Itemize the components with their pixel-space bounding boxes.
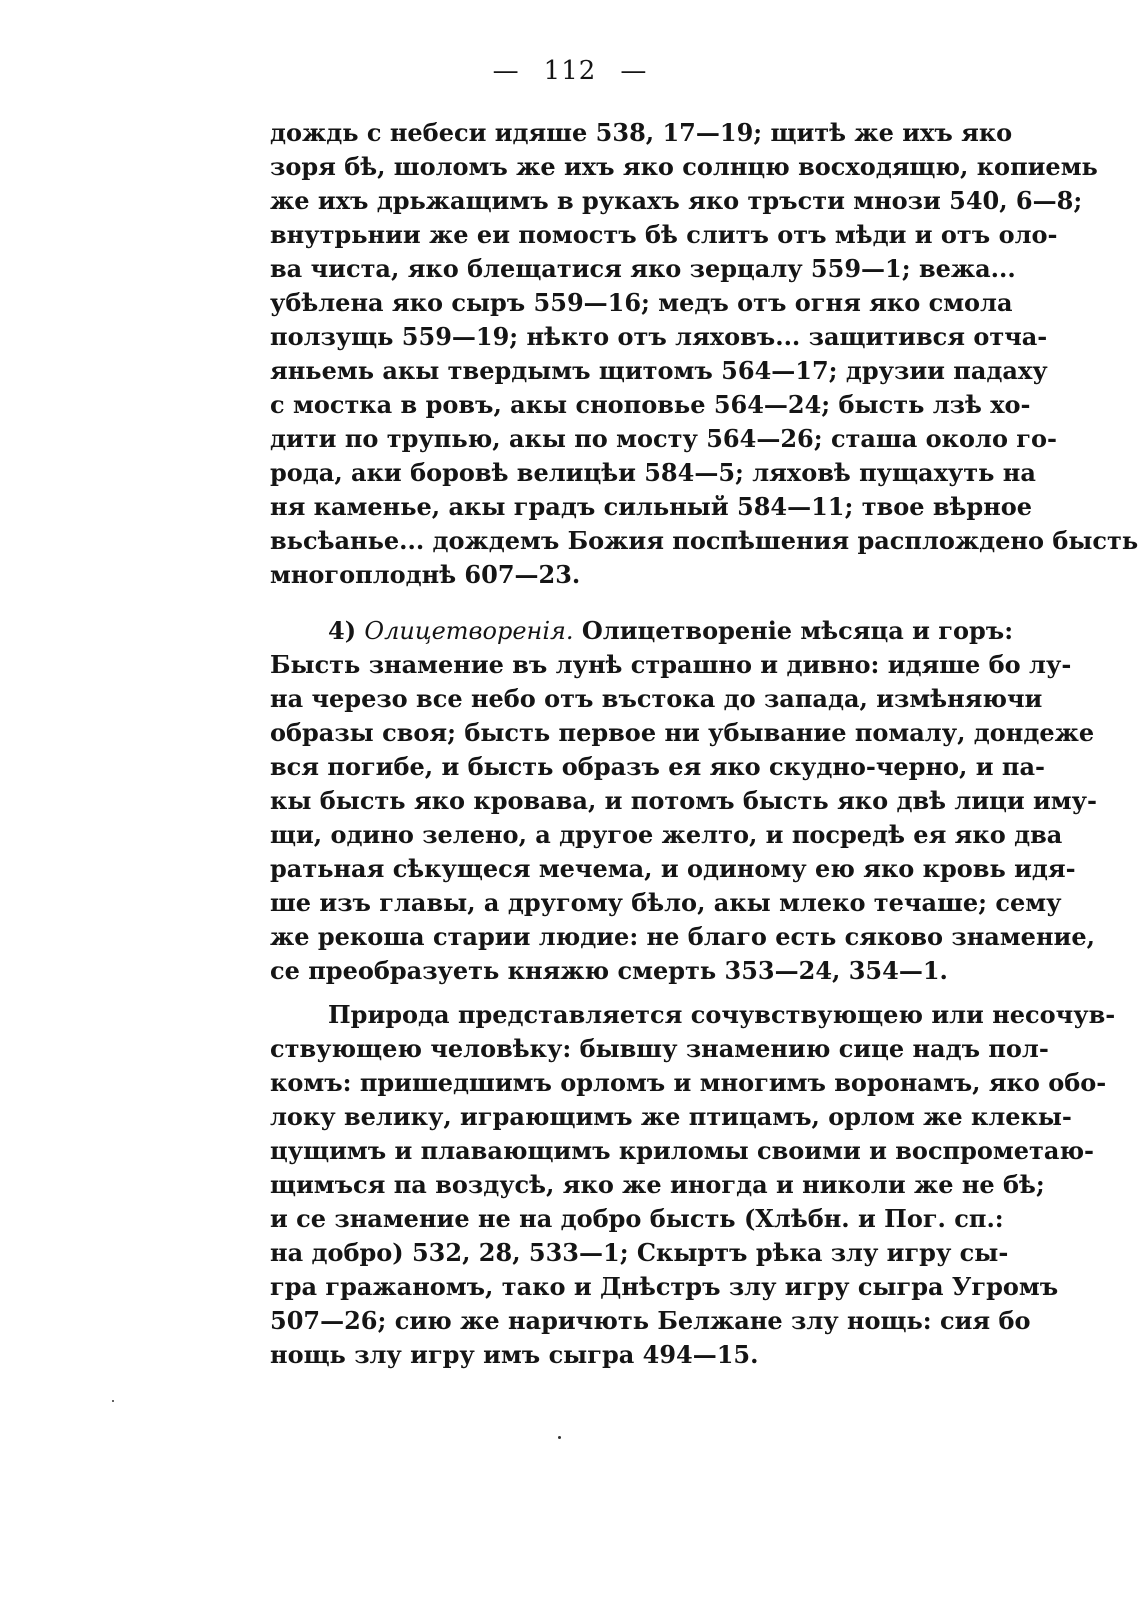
text-line: и се знамение не на добро бысть (Хлѣбн. и Пог. сп.: xyxy=(270,1204,1004,1233)
section-heading-line xyxy=(270,614,1014,648)
text-line: дождь с небеси идяше 538, 17—19; щитѣ же ихъ яко xyxy=(270,118,1013,147)
text-line: ше изъ главы, а другому бѣло, акы млеко течаше; сему xyxy=(270,888,1062,917)
section-heading-rest: Олицетвореніе мѣсяца и горъ: xyxy=(581,616,1014,645)
text-line: цущимъ и плавающимъ криломы своими и воспрометаю- xyxy=(270,1136,1095,1165)
text-line: ва чиста, яко блещатися яко зерцалу 559—1; вежа... xyxy=(270,254,1016,283)
header-dash-right: — xyxy=(620,56,648,86)
text-line: ползущь 559—19; нѣкто отъ ляховъ... защитився отча- xyxy=(270,322,1048,351)
text-line: рода, аки боровѣ велицѣи 584—5; ляховѣ пущахуть на xyxy=(270,458,1036,487)
text-line: гра гражаномъ, тако и Днѣстръ злу игру сыгра Угромъ xyxy=(270,1272,1059,1301)
text-line: локу велику, играющимъ же птицамъ, орлом же клекы- xyxy=(270,1102,1072,1131)
text-line: вся погибе, и бысть образъ ея яко скудно-черно, и па- xyxy=(270,752,1045,781)
text-line: ня каменье, акы градъ сильный 584—11; твое вѣрное xyxy=(270,492,1033,521)
text-line: же ихъ дрьжащимъ в рукахъ яко тръсти мнози 540, 6—8; xyxy=(270,186,1083,215)
paragraph-personifications xyxy=(270,614,1097,988)
section-heading: Олицетворенія. xyxy=(364,617,574,645)
paragraph-comparisons xyxy=(270,116,1139,592)
text-line: кы бысть яко кровава, и потомъ бысть яко двѣ лици иму- xyxy=(270,786,1097,815)
text-line: образы своя; бысть первое ни убывание помалу, дондеже xyxy=(270,718,1095,747)
text-line: на черезо все небо отъ въстока до запада, измѣняючи xyxy=(270,684,1043,713)
text-line: се преобразуеть княжю смерть 353—24, 354—1. xyxy=(270,956,948,985)
section-number: 4) xyxy=(328,616,357,645)
text-line: Бысть знамение въ лунѣ страшно и дивно: идяше бо лу- xyxy=(270,650,1072,679)
text-line: убѣлена яко сыръ 559—16; медъ отъ огня яко смола xyxy=(270,288,1013,317)
text-line: щи, одино зелено, а другое желто, и посредѣ ея яко два xyxy=(270,820,1063,849)
ink-speck xyxy=(112,1400,114,1402)
text-line: Природа представляется сочувствующею или несочув- xyxy=(328,1000,1116,1029)
text-line: дити по трупью, акы по мосту 564—26; сташа около го- xyxy=(270,424,1057,453)
text-line: щимъся па воздусѣ, яко же иногда и николи же не бѣ; xyxy=(270,1170,1045,1199)
text-line: на добро) 532, 28, 533—1; Скыртъ рѣка злу игру сы- xyxy=(270,1238,1009,1267)
text-line: ствующею человѣку: бывшу знамению сице надъ пол- xyxy=(270,1034,1049,1063)
text-line: многоплоднѣ 607—23. xyxy=(270,560,581,589)
text-line: нощь злу игру имъ сыгра 494—15. xyxy=(270,1340,759,1369)
text-line: же рекоша старии людие: не благо есть сяково знамение, xyxy=(270,922,1095,951)
text-line: внутрьнии же еи помостъ бѣ слитъ отъ мѣди и отъ оло- xyxy=(270,220,1058,249)
page-number: 112 xyxy=(543,56,597,86)
ink-speck xyxy=(558,1436,561,1439)
paragraph-nature xyxy=(270,998,1116,1372)
text-line: вьсѣанье... дождемъ Божия поспѣшения расплождено бысть xyxy=(270,526,1139,555)
header-dash-left: — xyxy=(492,56,520,86)
text-line: с мостка в ровъ, акы сноповье 564—24; бысть лзѣ хо- xyxy=(270,390,1031,419)
text-line: яньемь акы твердымъ щитомъ 564—17; друзии падаху xyxy=(270,356,1048,385)
page-header xyxy=(0,56,1140,86)
text-line: зоря бѣ, шоломъ же ихъ яко солнцю восходящю, копиемь xyxy=(270,152,1098,181)
text-line: ратьная сѣкущеся мечема, и одиному ею яко кровь идя- xyxy=(270,854,1076,883)
text-line: комъ: пришедшимъ орломъ и многимъ воронамъ, яко обо- xyxy=(270,1068,1107,1097)
text-line: 507—26; сию же наричють Белжане злу нощь: сия бо xyxy=(270,1306,1031,1335)
